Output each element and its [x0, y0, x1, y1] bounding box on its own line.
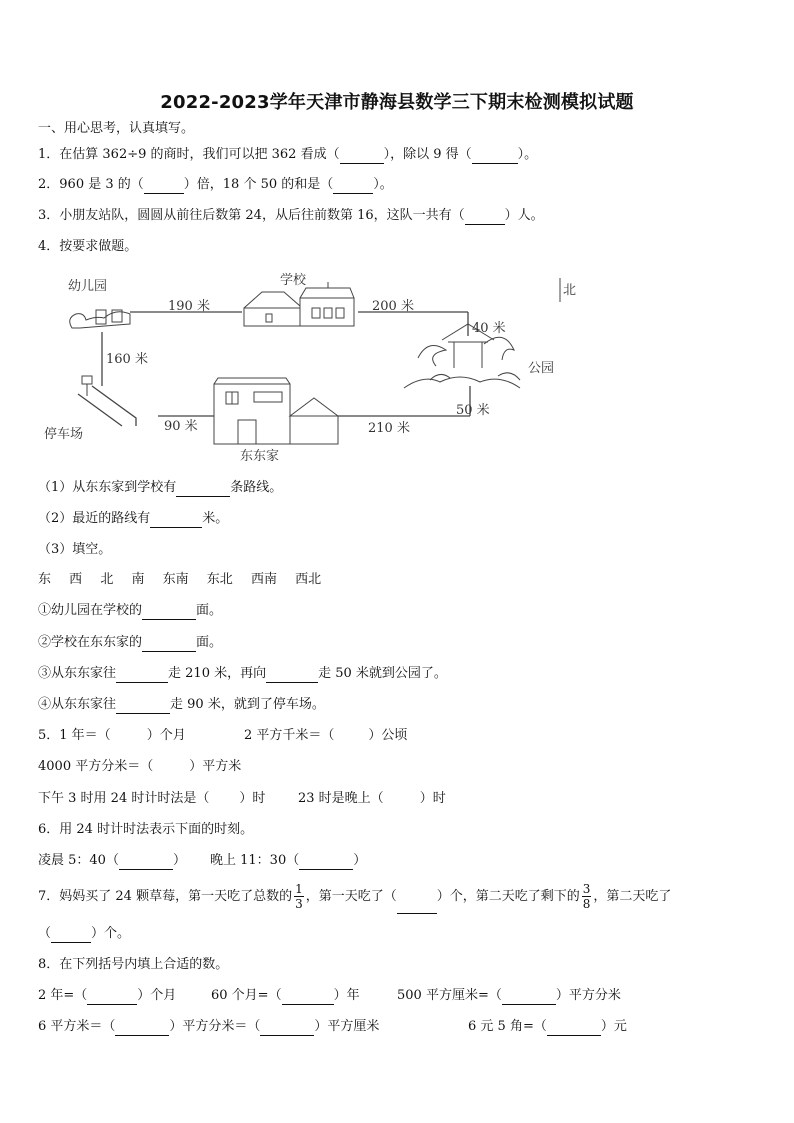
label-distance-200: 200 米 — [372, 299, 414, 314]
q2-text-a: 2．960 是 3 的（ — [38, 177, 144, 192]
q4-3a-blank[interactable] — [142, 605, 196, 620]
q2-blank-2[interactable] — [333, 179, 373, 194]
q4-3c-text-a: ③从东东家往 — [38, 666, 117, 681]
direction-south: 南 — [131, 572, 145, 587]
question-3 — [38, 207, 544, 225]
direction-east: 东 — [38, 572, 52, 587]
q4-3c-text-b: 走 210 米，再向 — [168, 666, 267, 681]
question-4-3b — [38, 634, 222, 652]
question-8b — [211, 987, 360, 1005]
label-school: 学校 — [280, 273, 307, 288]
q8d-text-3: ）平方厘米 — [314, 1019, 380, 1034]
q3-blank-1[interactable] — [465, 210, 505, 225]
q7-text-d: ，第二天吃了 — [593, 889, 672, 904]
q8c-text-2: ）平方分米 — [555, 988, 621, 1003]
q7-blank-2[interactable] — [51, 928, 91, 943]
page-title: 2022-2023学年天津市静海县数学三下期末检测模拟试题 — [160, 92, 634, 113]
q8d-blank-2[interactable] — [260, 1021, 314, 1036]
q4-3d-text-a: ④从东东家往 — [38, 697, 117, 712]
q5d-text-2: ）时 — [239, 791, 266, 806]
question-5e — [298, 790, 446, 808]
q2-blank-1[interactable] — [144, 179, 184, 194]
q8e-blank[interactable] — [547, 1021, 601, 1036]
q3-text-a: 3．小朋友站队，圆圆从前往后数第 24，从后往前数第 16，这队一共有（ — [38, 208, 465, 223]
q5b-text-2: ）公顷 — [368, 728, 408, 743]
q8e-text-2: ）元 — [600, 1019, 627, 1034]
question-4-1 — [38, 479, 282, 497]
direction-west: 西 — [69, 572, 83, 587]
label-distance-160: 160 米 — [106, 352, 148, 367]
q8b-blank[interactable] — [282, 990, 334, 1005]
q1-blank-1[interactable] — [340, 149, 384, 164]
route-map — [38, 268, 598, 468]
q1-blank-2[interactable] — [472, 149, 518, 164]
fraction-denominator: 8 — [582, 897, 591, 911]
question-4-3d — [38, 696, 325, 714]
q5b-text-1: 2 平方千米＝（ — [244, 728, 335, 743]
section-heading: 一、用心思考，认真填写。 — [38, 121, 195, 136]
q4-3d-blank[interactable] — [116, 699, 170, 714]
q4-1-blank[interactable] — [176, 482, 230, 497]
fraction-numerator: 3 — [582, 882, 591, 896]
q8c-text-1: 500 平方厘米=（ — [397, 988, 502, 1003]
q4-2-blank[interactable] — [150, 513, 202, 528]
direction-northeast: 东北 — [206, 572, 233, 587]
q5c-text-1: 4000 平方分米＝（ — [38, 759, 154, 774]
question-8a — [38, 987, 176, 1005]
q4-2-text-b: 米。 — [202, 511, 229, 526]
q2-text-b: ）倍，18 个 50 的和是（ — [183, 177, 334, 192]
q4-3d-text-b: 走 90 米，就到了停车场。 — [170, 697, 325, 712]
q5d-text-1: 下午 3 时用 24 时计时法是（ — [38, 791, 210, 806]
question-5d — [38, 790, 265, 808]
q4-3b-text-b: 面。 — [196, 635, 223, 650]
label-distance-50: 50 米 — [456, 403, 490, 418]
q8a-text-1: 2 年=（ — [38, 988, 88, 1003]
q8b-text-2: ）年 — [333, 988, 360, 1003]
q8a-text-2: ）个月 — [137, 988, 177, 1003]
q7-text-b: ，第一天吃了（ — [305, 889, 397, 904]
q5a-text-2: ）个月 — [146, 728, 186, 743]
fraction-three-eighths — [582, 882, 592, 911]
direction-southwest: 西南 — [250, 572, 277, 587]
fraction-denominator: 3 — [295, 897, 303, 911]
q5a-text-1: 5．1 年＝（ — [38, 728, 111, 743]
q6b-blank[interactable] — [299, 855, 353, 870]
q4-1-text-b: 条路线。 — [230, 480, 283, 495]
q7-text-e: （ — [38, 926, 52, 941]
direction-north: 北 — [100, 572, 114, 587]
q6b-text-2: ） — [353, 853, 367, 868]
q6a-blank[interactable] — [119, 855, 173, 870]
label-parking: 停车场 — [44, 427, 84, 442]
q4-3c-text-c: 走 50 米就到公园了。 — [318, 666, 447, 681]
question-5b — [244, 727, 407, 745]
label-home: 东东家 — [240, 449, 280, 464]
label-distance-210: 210 米 — [368, 421, 410, 436]
label-park: 公园 — [528, 361, 555, 376]
q4-3a-text-a: ①幼儿园在学校的 — [38, 603, 143, 618]
fraction-numerator: 1 — [295, 882, 303, 896]
q5e-text-1: 23 时是晚上（ — [298, 791, 384, 806]
question-6b — [210, 852, 366, 870]
home-icon — [214, 378, 338, 444]
q1-text-c: ）。 — [517, 147, 538, 162]
roads — [78, 312, 470, 426]
school-icon — [244, 282, 354, 326]
parking-icon — [82, 376, 92, 396]
q4-3c-blank-1[interactable] — [116, 668, 168, 683]
question-6a — [38, 852, 186, 870]
q8b-text-1: 60 个月=（ — [211, 988, 282, 1003]
question-7-continued — [38, 925, 130, 943]
question-8: 8．在下列括号内填上合适的数。 — [38, 957, 229, 972]
q7-text-a: 7．妈妈买了 24 颗草莓，第一天吃了总数的 — [38, 889, 293, 904]
q8d-text-2: ）平方分米＝（ — [169, 1019, 261, 1034]
q5e-text-2: ）时 — [419, 791, 446, 806]
q8a-blank[interactable] — [87, 990, 137, 1005]
q3-text-b: ）人。 — [504, 208, 544, 223]
q5c-text-2: ）平方米 — [189, 759, 242, 774]
q7-text-f: ）个。 — [91, 926, 131, 941]
question-4-3a — [38, 602, 222, 620]
q6a-text-2: ） — [172, 853, 186, 868]
label-kindergarten: 幼儿园 — [68, 279, 108, 294]
q7-blank-1[interactable] — [397, 899, 437, 914]
question-4-3c — [38, 665, 447, 683]
question-4-3: （3）填空。 — [38, 542, 112, 557]
direction-northwest: 西北 — [295, 572, 322, 587]
q2-text-c: ）。 — [373, 177, 393, 192]
label-distance-190: 190 米 — [168, 299, 210, 314]
q6b-text-1: 晚上 11：30（ — [210, 853, 300, 868]
q4-2-text-a: （2）最近的路线有 — [38, 511, 151, 526]
question-1 — [38, 146, 537, 164]
fraction-one-third — [294, 882, 304, 911]
direction-options — [38, 571, 335, 589]
q4-3a-text-b: 面。 — [196, 603, 223, 618]
q1-text-a: 1．在估算 362÷9 的商时，我们可以把 362 看成（ — [38, 147, 340, 162]
direction-southeast: 东南 — [162, 572, 189, 587]
q4-1-text-a: （1）从东东家到学校有 — [38, 480, 177, 495]
question-8c — [397, 987, 621, 1005]
question-5c — [38, 758, 241, 776]
q8d-blank-1[interactable] — [115, 1021, 169, 1036]
q8c-blank[interactable] — [502, 990, 556, 1005]
question-8e — [468, 1018, 627, 1036]
question-2 — [38, 176, 393, 194]
question-4-2 — [38, 510, 228, 528]
label-north: 北 — [563, 283, 577, 298]
q4-3b-blank[interactable] — [142, 637, 196, 652]
question-4: 4．按要求做题。 — [38, 239, 138, 254]
question-8d — [38, 1018, 379, 1036]
question-7 — [38, 880, 671, 914]
label-distance-90: 90 米 — [164, 419, 198, 434]
label-distance-40: 40 米 — [472, 321, 506, 336]
question-6: 6．用 24 时计时法表示下面的时刻。 — [38, 822, 254, 837]
q6a-text-1: 凌晨 5：40（ — [38, 853, 119, 868]
q4-3b-text-a: ②学校在东东家的 — [38, 635, 143, 650]
q4-3c-blank-2[interactable] — [266, 668, 318, 683]
q7-text-c: ）个，第二天吃了剩下的 — [436, 889, 580, 904]
q8d-text-1: 6 平方米＝（ — [38, 1019, 116, 1034]
q1-text-b: ），除以 9 得（ — [383, 147, 472, 162]
question-5a — [38, 727, 186, 745]
kindergarten-icon — [70, 310, 130, 328]
q8e-text-1: 6 元 5 角=（ — [468, 1019, 547, 1034]
